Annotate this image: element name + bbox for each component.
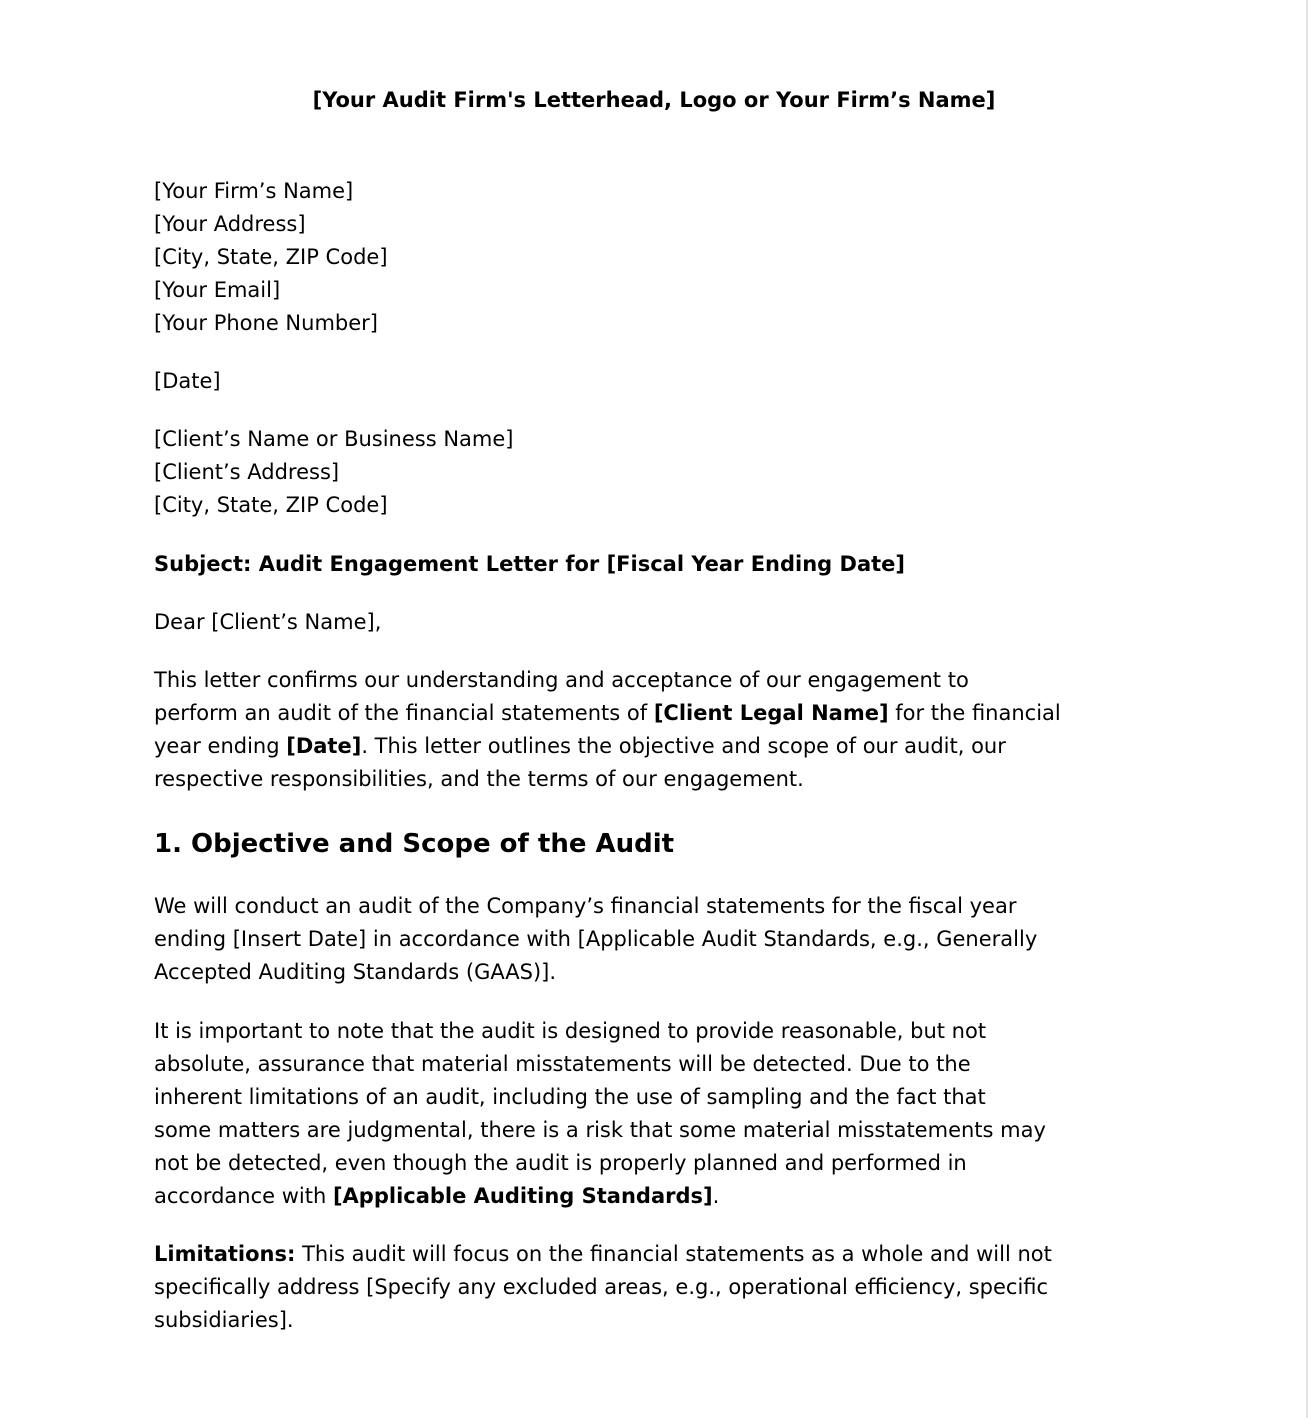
subject-line: Subject: Audit Engagement Letter for [Fiscal Year Ending Date] bbox=[154, 552, 905, 576]
assurance-paragraph bbox=[154, 1015, 1154, 1213]
limitations-paragraph bbox=[154, 1238, 1154, 1337]
sender-city: [City, State, ZIP Code] bbox=[154, 245, 388, 269]
scope-line-3: Accepted Auditing Standards (GAAS)]. bbox=[154, 960, 557, 984]
sender-email: [Your Email] bbox=[154, 278, 281, 302]
assurance-line-3: inherent limitations of an audit, including the use of sampling and the fact that bbox=[154, 1085, 986, 1109]
recipient-address-block bbox=[154, 423, 1154, 522]
assurance-line-6 bbox=[154, 1180, 1154, 1213]
letterhead: [Your Audit Firm's Letterhead, Logo or Your Firm’s Name] bbox=[312, 88, 996, 112]
intro-line-2 bbox=[154, 697, 1154, 730]
assurance-text: accordance with bbox=[154, 1184, 333, 1208]
sender-address: [Your Address] bbox=[154, 212, 306, 236]
limitations-label: Limitations: bbox=[154, 1242, 296, 1266]
sender-name: [Your Firm’s Name] bbox=[154, 179, 354, 203]
intro-line-4: respective responsibilities, and the terms of our engagement. bbox=[154, 767, 804, 791]
applicable-standards: [Applicable Auditing Standards] bbox=[332, 1184, 713, 1208]
date-block bbox=[154, 365, 1154, 398]
scope-paragraph bbox=[154, 890, 1154, 989]
salutation: Dear [Client’s Name], bbox=[154, 610, 382, 634]
scope-line-1: We will conduct an audit of the Company’s financial statements for the fiscal year bbox=[154, 894, 1017, 918]
scope-line-2: ending [Insert Date] in accordance with [Applicable Audit Standards, e.g., Generally bbox=[154, 927, 1038, 951]
limitations-text: This audit will focus on the financial statements as a whole and will not bbox=[295, 1242, 1052, 1266]
intro-text: . This letter outlines the objective and scope of our audit, our bbox=[361, 734, 1006, 758]
sender-address-block bbox=[154, 175, 1154, 340]
recipient-name: [Client’s Name or Business Name] bbox=[154, 427, 514, 451]
intro-text: for the financial bbox=[888, 701, 1061, 725]
salutation-block bbox=[154, 606, 1154, 639]
recipient-city: [City, State, ZIP Code] bbox=[154, 493, 388, 517]
intro-line-1: This letter confirms our understanding and acceptance of our engagement to bbox=[154, 668, 969, 692]
assurance-line-5: not be detected, even though the audit is properly planned and performed in bbox=[154, 1151, 967, 1175]
intro-text: year ending bbox=[154, 734, 287, 758]
assurance-line-4: some matters are judgmental, there is a risk that some material misstatements may bbox=[154, 1118, 1046, 1142]
assurance-text: . bbox=[712, 1184, 720, 1208]
section-heading-objective-scope: 1. Objective and Scope of the Audit bbox=[154, 829, 675, 859]
assurance-line-2: absolute, assurance that material misstatements will be detected. Due to the bbox=[154, 1052, 971, 1076]
sender-phone: [Your Phone Number] bbox=[154, 311, 378, 335]
client-legal-name: [Client Legal Name] bbox=[653, 701, 889, 725]
intro-line-3 bbox=[154, 730, 1154, 763]
assurance-line-1: It is important to note that the audit is designed to provide reasonable, but not bbox=[154, 1019, 987, 1043]
intro-text: perform an audit of the financial statements of bbox=[154, 701, 654, 725]
limitations-line-2: specifically address [Specify any excluded areas, e.g., operational efficiency, specific bbox=[154, 1275, 1049, 1299]
limitations-line-1 bbox=[154, 1238, 1154, 1271]
recipient-address: [Client’s Address] bbox=[154, 460, 340, 484]
limitations-line-3: subsidiaries]. bbox=[154, 1308, 294, 1332]
year-end-date: [Date] bbox=[286, 734, 362, 758]
intro-paragraph bbox=[154, 664, 1154, 796]
letter-date: [Date] bbox=[154, 369, 221, 393]
